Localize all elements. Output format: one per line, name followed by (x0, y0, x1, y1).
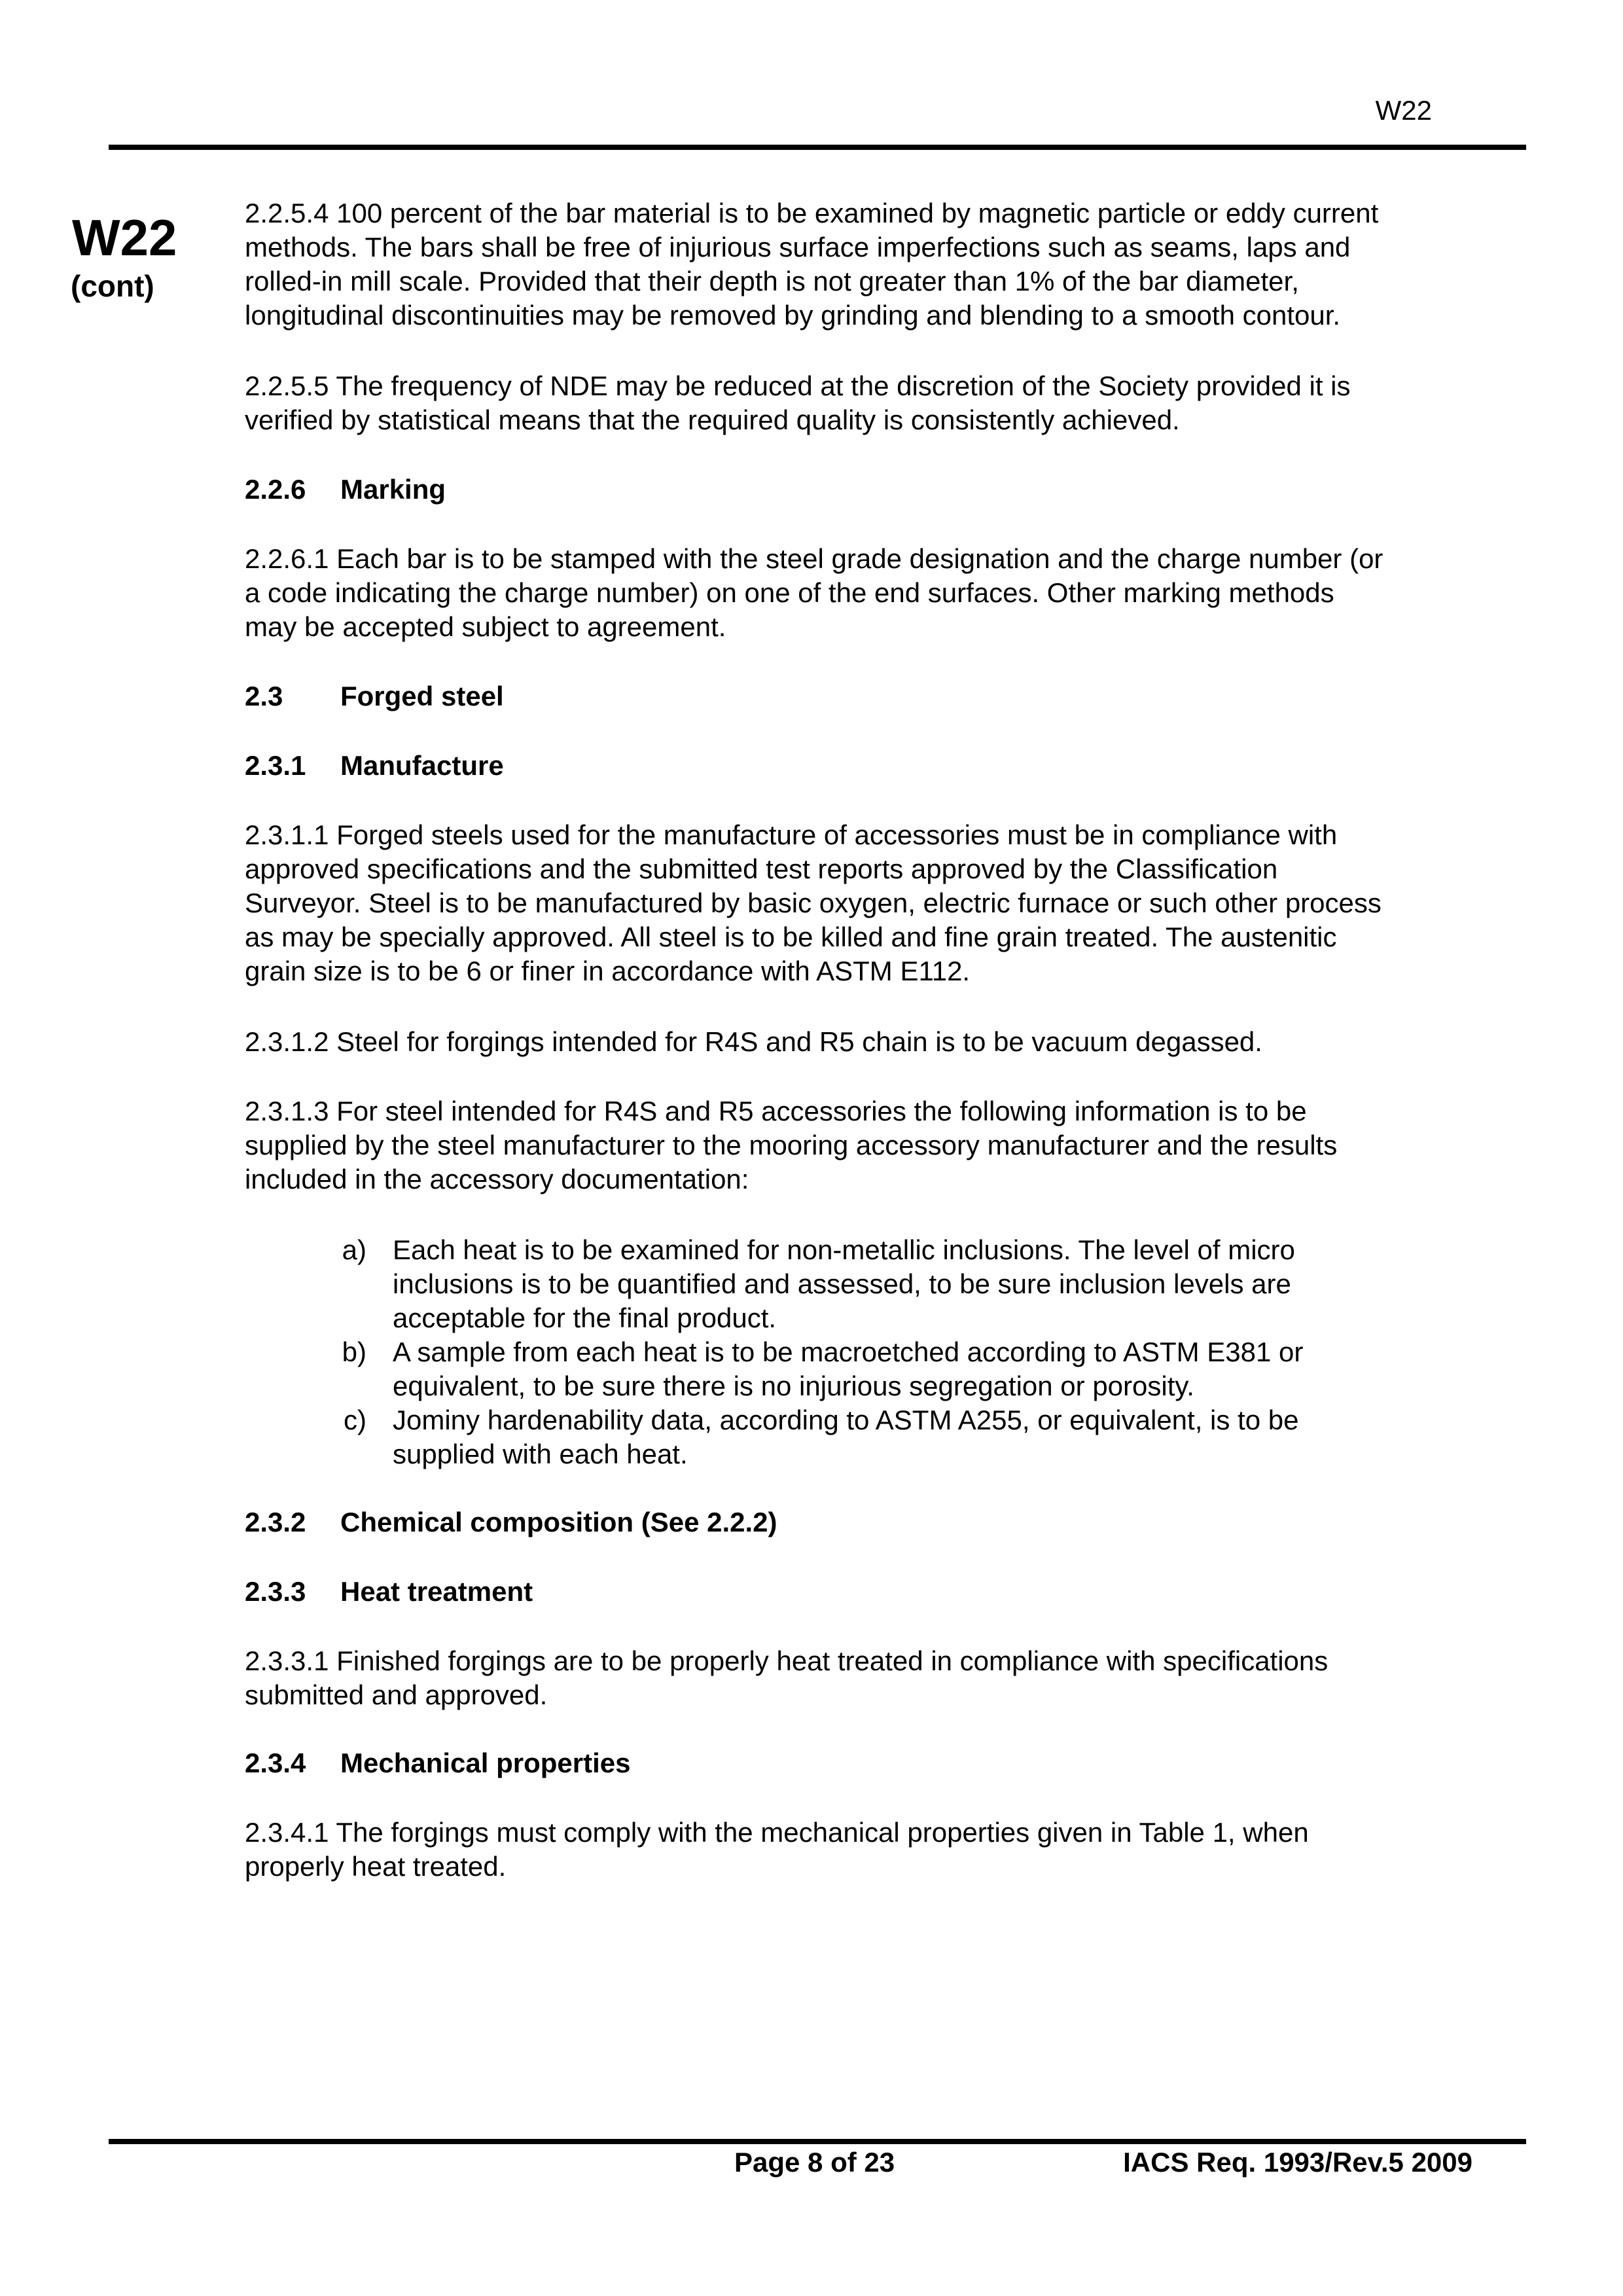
heading-title: Chemical composition (See 2.2.2) (340, 1507, 777, 1537)
paragraph-2-3-4-1: 2.3.4.1 The forgings must comply with the mechanical properties given in Table 1, when properly heat treated. (245, 1817, 1309, 1882)
side-code: W22 (72, 209, 177, 266)
heading-2-3-1 (245, 749, 504, 783)
paragraph-2-3-1-1: 2.3.1.1 Forged steels used for the manufacture of accessories must be in compliance with approved specifications and the submitted test reports approved by the Classification Surveyor. Steel is to be manufactured by basic oxygen, electric furnace or such other process as may be specially approved. All steel is to be killed and fine grain treated. The austenitic grain size is to be 6 or finer in accordance with ASTM E112. (245, 819, 1382, 986)
heading-title: Manufacture (340, 750, 504, 781)
heading-number: 2.3.2 (245, 1507, 306, 1537)
list-marker: a) (342, 1234, 366, 1265)
list-text: Each heat is to be examined for non-metallic inclusions. The level of micro inclusions is to be quantified and assessed, to be sure inclusion levels are acceptable for the final product. (393, 1234, 1295, 1333)
heading-number: 2.3.3 (245, 1576, 306, 1607)
heading-title: Marking (340, 474, 446, 505)
header-rule (109, 145, 1526, 150)
paragraph-2-2-5-5: 2.2.5.5 The frequency of NDE may be reduced at the discretion of the Society provided it is verified by statistical means that the required quality is consistently achieved. (245, 370, 1351, 435)
heading-2-3 (245, 679, 504, 713)
page-number: Page 8 of 23 (734, 2147, 895, 2178)
paragraph-2-2-5-4: 2.2.5.4 100 percent of the bar material is to be examined by magnetic particle or eddy current methods. The bars shall be free of injurious surface imperfections such as seams, laps and rolled-in mill scale. Provided that their depth is not greater than 1% of the bar diameter, longitudinal discontinuities may be removed by grinding and blending to a smooth contour. (245, 198, 1379, 331)
paragraph-2-2-6-1: 2.2.6.1 Each bar is to be stamped with the steel grade designation and the charge number (or a code indicating the charge number) on one of the end surfaces. Other marking methods may be accepted subject to agreement. (245, 543, 1383, 642)
footer-rule (109, 2139, 1526, 2144)
list-text: Jominy hardenability data, according to ASTM A255, or equivalent, is to be supplied with each heat. (393, 1405, 1299, 1469)
heading-2-2-6 (245, 473, 446, 507)
list-item-b (245, 1335, 1508, 1403)
side-cont: (cont) (71, 269, 154, 303)
heading-number: 2.2.6 (245, 474, 306, 505)
heading-title: Forged steel (340, 681, 504, 711)
list-item-a (245, 1233, 1508, 1335)
list-text: A sample from each heat is to be macroetched according to ASTM E381 or equivalent, to be sure there is no injurious segregation or porosity. (393, 1336, 1304, 1401)
paragraph-2-3-1-2: 2.3.1.2 Steel for forgings intended for R4S and R5 chain is to be vacuum degassed. (245, 1026, 1262, 1057)
heading-title: Mechanical properties (340, 1748, 631, 1778)
header-code: W22 (1375, 95, 1432, 126)
list-marker: b) (342, 1336, 366, 1367)
heading-number: 2.3 (245, 681, 283, 711)
heading-title: Heat treatment (340, 1576, 533, 1607)
list-marker: c) (344, 1405, 366, 1435)
heading-2-3-4 (245, 1746, 630, 1780)
paragraph-2-3-3-1: 2.3.3.1 Finished forgings are to be properly heat treated in compliance with specifications submitted and approved. (245, 1645, 1329, 1710)
heading-2-3-3 (245, 1575, 533, 1609)
document-reference: IACS Req. 1993/Rev.5 2009 (1123, 2147, 1472, 2178)
heading-number: 2.3.4 (245, 1748, 306, 1778)
list-item-c (245, 1403, 1508, 1471)
heading-number: 2.3.1 (245, 750, 306, 781)
paragraph-2-3-1-3: 2.3.1.3 For steel intended for R4S and R5 accessories the following information is to be supplied by the steel manufacturer to the mooring accessory manufacturer and the results included in the accessory documentation: (245, 1096, 1338, 1194)
heading-2-3-2 (245, 1505, 777, 1539)
